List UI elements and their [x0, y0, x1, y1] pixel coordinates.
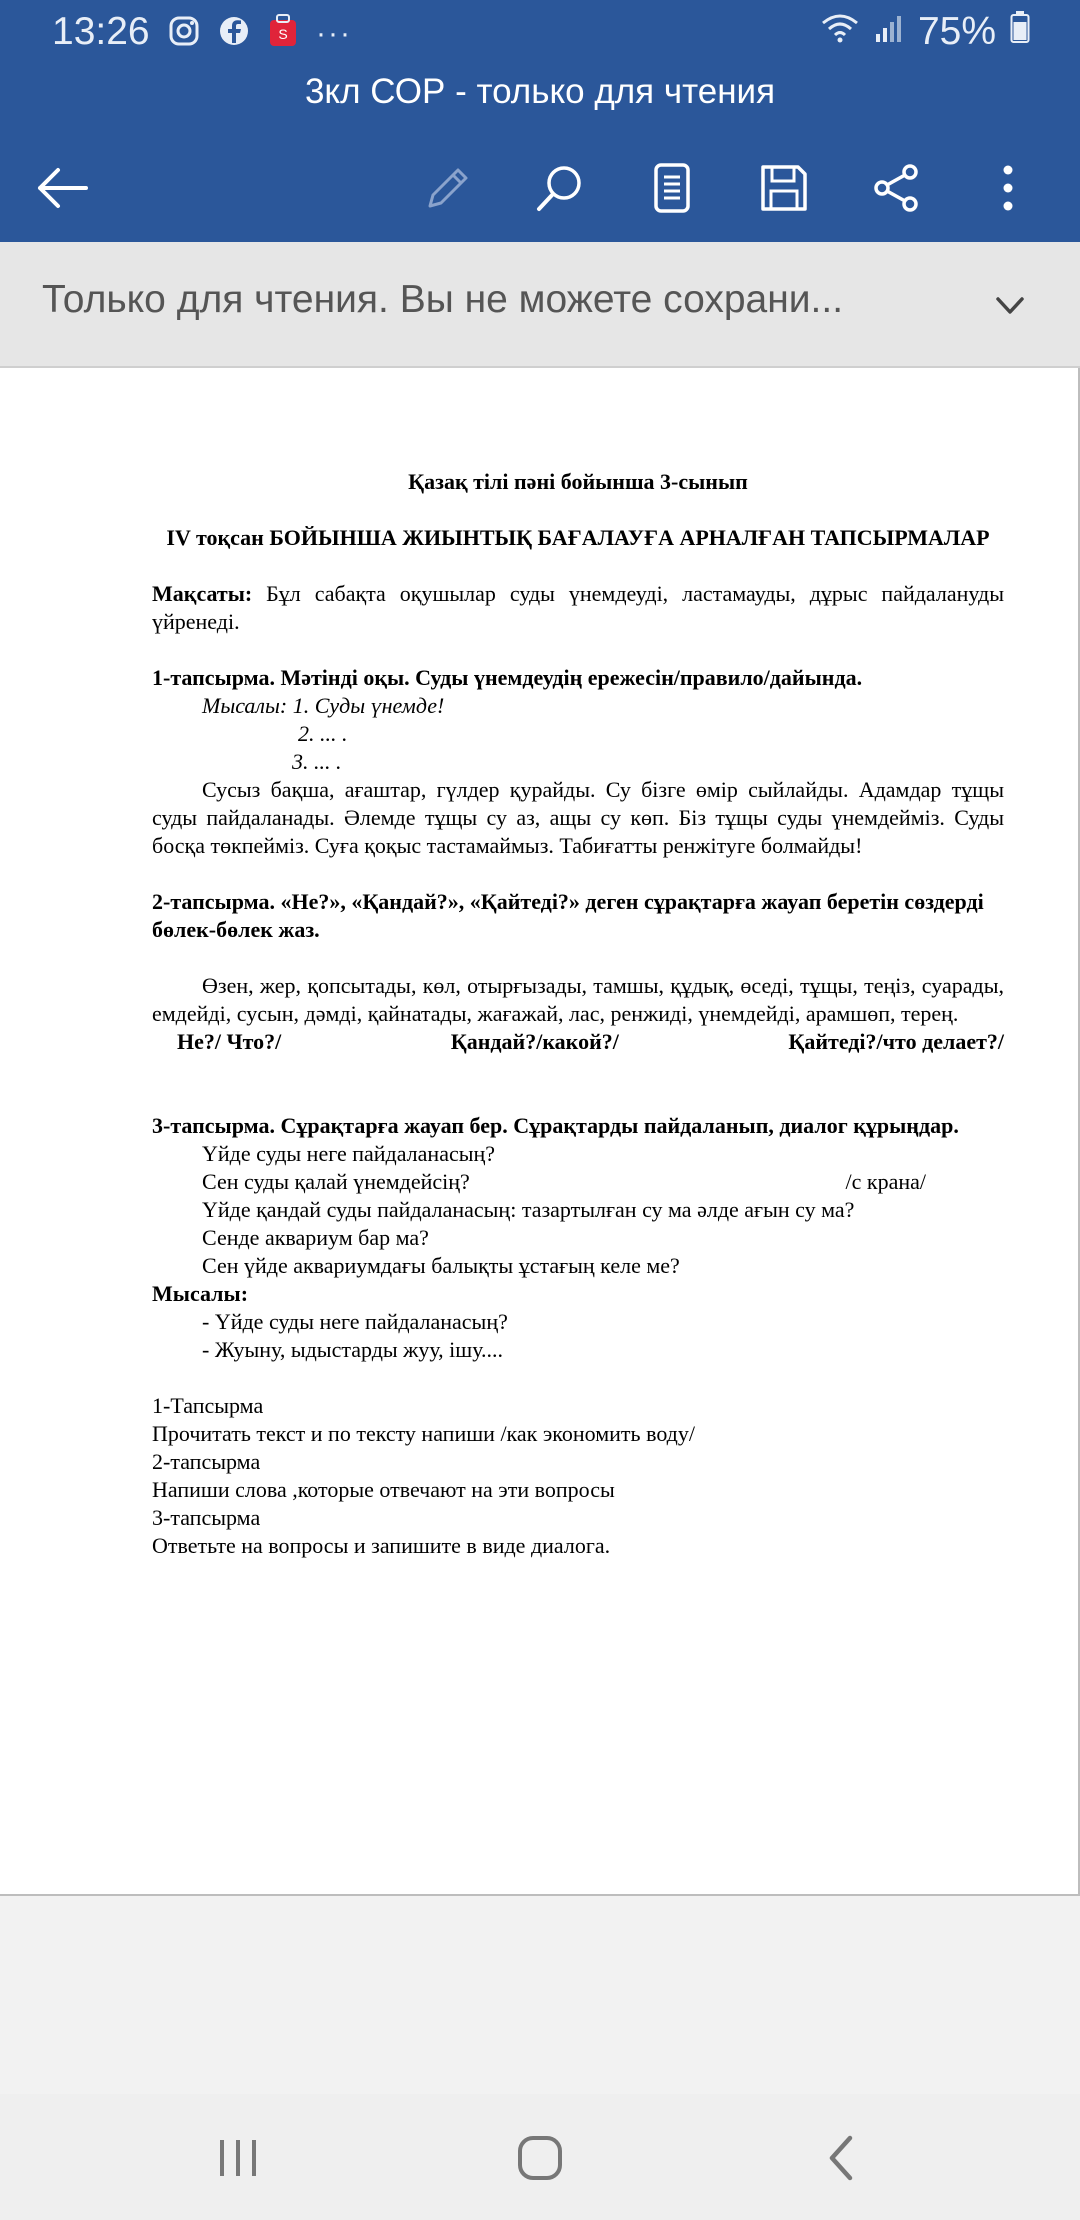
pencil-icon[interactable] — [416, 156, 480, 220]
translation-line: 1-Тапсырма — [152, 1393, 264, 1418]
task3-example-2: - Жуыну, ыдыстарды жуу, ішу.... — [202, 1337, 504, 1362]
read-only-message: Только для чтения. Вы не можете сохрани... — [42, 278, 844, 321]
svg-text:S: S — [278, 26, 288, 42]
task3-question-1: Үйде суды неге пайдаланасың? — [202, 1141, 496, 1166]
wifi-icon — [820, 10, 860, 54]
translation-line: 2-тапсырма — [152, 1449, 261, 1474]
facebook-icon — [218, 15, 250, 52]
app-icon — [268, 14, 298, 53]
more-options-icon[interactable] — [976, 156, 1040, 220]
task3-question-2-note: /с крана/ — [845, 1169, 926, 1194]
chevron-down-icon[interactable] — [990, 286, 1030, 326]
reading-view-icon[interactable] — [640, 156, 704, 220]
read-only-banner[interactable] — [0, 242, 1080, 368]
task3-example-1: - Үйде суды неге пайдаланасың? — [202, 1309, 508, 1334]
translation-line: Ответьте на вопросы и запишите в виде диалога. — [152, 1533, 611, 1558]
recent-apps-icon[interactable] — [206, 2130, 270, 2186]
home-icon[interactable] — [508, 2130, 572, 2186]
document-page — [0, 368, 1080, 1896]
save-icon[interactable] — [752, 156, 816, 220]
battery-icon — [1010, 10, 1030, 54]
task1-heading: 1-тапсырма. Мәтінді оқы. Суды үнемдеудің ережесін/правило/дайында. — [152, 665, 863, 690]
signal-icon — [874, 10, 904, 54]
back-arrow-icon[interactable] — [30, 156, 94, 220]
more-notifications: ··· — [316, 16, 352, 50]
task1-item2: 2. ... . — [298, 721, 348, 746]
task1-item3: 3. ... . — [292, 749, 342, 774]
task3-question-4: Сенде аквариум бар ма? — [202, 1225, 429, 1250]
share-icon[interactable] — [864, 156, 928, 220]
task3-question-2-row — [152, 1168, 1004, 1196]
subject-title: Қазақ тілі пәні бойынша 3-сынып — [408, 469, 748, 494]
system-nav-bar — [0, 2094, 1080, 2220]
search-icon[interactable] — [528, 156, 592, 220]
task1-text: Сусыз бақша, ағаштар, гүлдер қурайды. Су бізге өмір сыйлайды. Адамдар тұщы суды пайдаланады. Әлемде тұщы су аз, ащы су көп. Біз тұщы суды үнемдейміз. Суды босқа төкпейміз. Суға қоқыс тастамаймыз. Табиғатты ренжітуге болмайды! — [152, 777, 1004, 858]
translation-line: Напиши слова ,которые отвечают на эти вопросы — [152, 1477, 615, 1502]
document-body — [152, 468, 1004, 1560]
task2-col-what: Не?/ Что?/ — [177, 1029, 282, 1054]
app-header — [0, 0, 1080, 242]
status-time: 13:26 — [52, 10, 150, 53]
translation-line: 3-тапсырма — [152, 1505, 261, 1530]
task2-col-does: Қайтеді?/что делает?/ — [788, 1029, 1004, 1054]
translation-line: Прочитать текст и по тексту напиши /как экономить воду/ — [152, 1421, 695, 1446]
goal-label: Мақсаты: — [152, 581, 253, 606]
task3-question-2: Сен суды қалай үнемдейсің? — [202, 1169, 470, 1194]
task2-col-which: Қандай?/какой?/ — [450, 1029, 619, 1054]
battery-percent: 75% — [917, 10, 996, 53]
toolbar — [0, 142, 1080, 232]
task3-question-3: Үйде қандай суды пайдаланасың: тазартылған су ма әлде ағын су ма? — [202, 1197, 855, 1222]
instagram-icon — [168, 15, 200, 52]
task2-words: Өзен, жер, қопсытады, көл, отырғызады, тамшы, құдық, өседі, тұщы, теңіз, суарады, емдейді, сусын, дәмді, қайнатады, жағажай, лас, ренжиді, үнемдейді, арамшөп, терең. — [152, 973, 1004, 1026]
document-title: 3кл СОР - только для чтения — [304, 72, 776, 111]
task3-question-5: Сен үйде аквариумдағы балықты ұстағың келе ме? — [202, 1253, 680, 1278]
goal-text: Бұл сабақта оқушылар суды үнемдеуді, ластамауды, дұрыс пайдалануды үйренеді. — [152, 581, 1004, 634]
goal-paragraph — [152, 580, 1004, 636]
status-bar — [0, 0, 1080, 66]
main-title: IV тоқсан БОЙЫНША ЖИЫНТЫҚ БАҒАЛАУҒА АРНАЛҒАН ТАПСЫРМАЛАР — [166, 525, 990, 550]
task2-columns — [152, 1028, 1004, 1056]
task1-example: Мысалы: 1. Суды үнемде! — [202, 693, 445, 718]
task3-example-label: Мысалы: — [152, 1281, 249, 1306]
task2-heading: 2-тапсырма. «Не?», «Қандай?», «Қайтеді?» деген сұрақтарға жауап беретін сөздерді бөлек-бөлек жаз. — [152, 889, 984, 942]
task3-heading: 3-тапсырма. Сұрақтарға жауап бер. Сұрақтарды пайдаланып, диалог құрыңдар. — [152, 1113, 959, 1138]
back-icon[interactable] — [810, 2130, 874, 2186]
